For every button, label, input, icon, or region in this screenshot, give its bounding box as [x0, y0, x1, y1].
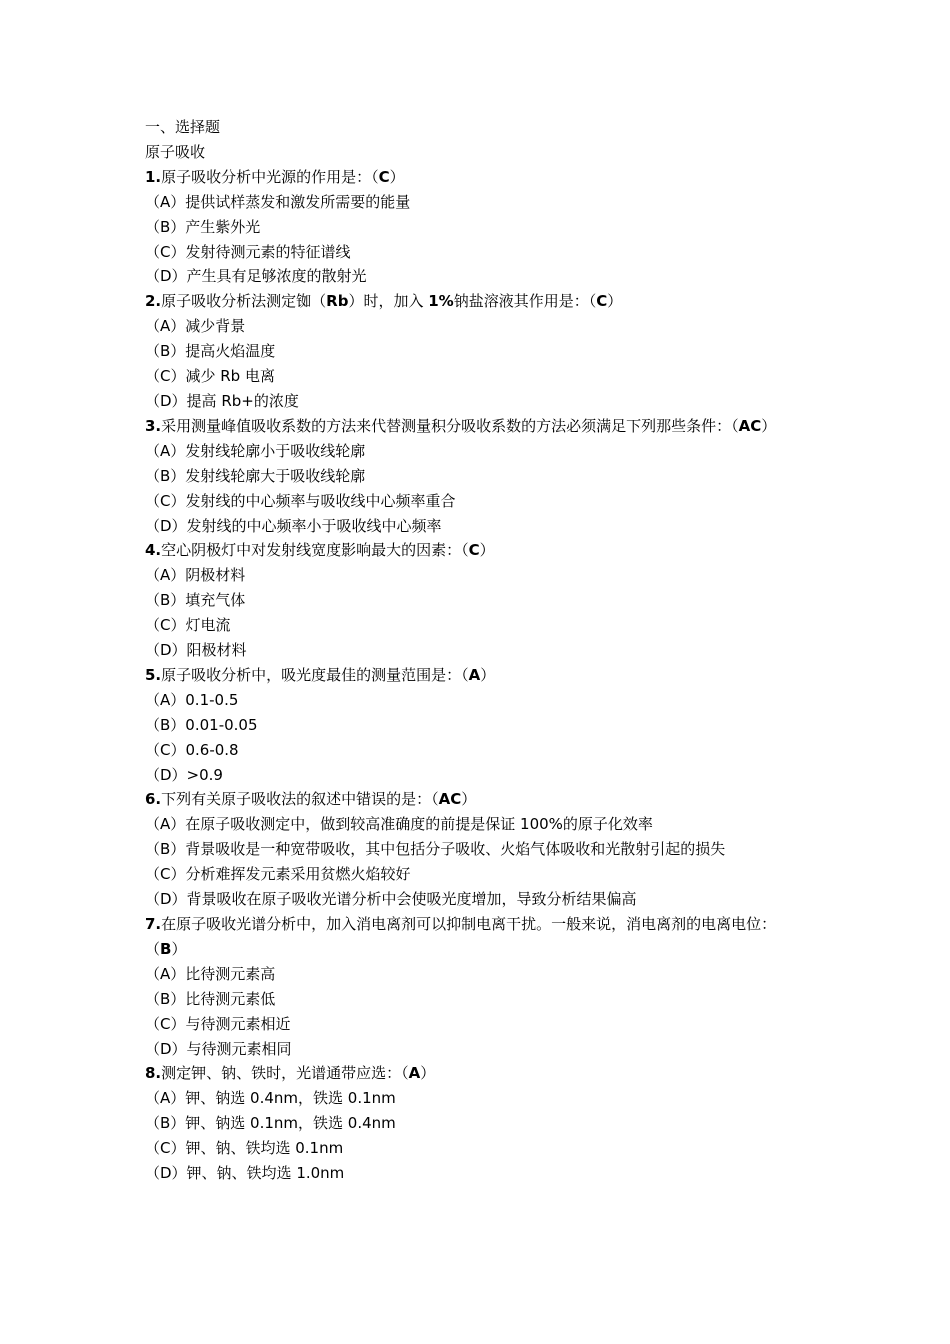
- question-text: 下列有关原子吸收法的叙述中错误的是：（: [161, 790, 439, 809]
- answer-option: （B）产生紫外光: [145, 217, 261, 236]
- question-text: 原子吸收分析法测定铷（: [161, 292, 327, 311]
- answer-option: （D）与待测元素相同: [145, 1039, 292, 1058]
- answer-option: （B）比待测元素低: [145, 989, 276, 1008]
- answer-option: （C）发射线的中心频率与吸收线中心频率重合: [145, 491, 456, 510]
- answer-option: （A）阴极材料: [145, 566, 246, 585]
- question-answer-text: A: [408, 1064, 421, 1083]
- question-text: 钠盐溶液其作用是：（: [453, 292, 597, 311]
- question-stem: [145, 663, 810, 688]
- question-number: 2.: [145, 292, 162, 311]
- question-block: [145, 289, 810, 414]
- question-text: ）: [479, 541, 495, 560]
- question-text: ）: [461, 790, 477, 809]
- section-title: 一、选择题: [145, 118, 221, 136]
- answer-option: （D）钾、钠、铁均选 1.0nm: [145, 1164, 345, 1183]
- question-block: [145, 1061, 810, 1186]
- question-number: 8.: [145, 1064, 162, 1083]
- answer-option: （C）发射待测元素的特征谱线: [145, 242, 351, 261]
- answer-option: （B）0.01-0.05: [145, 715, 258, 734]
- answer-option: （C）分析难挥发元素采用贫燃火焰较好: [145, 865, 411, 884]
- answer-option: （A）发射线轮廓小于吸收线轮廓: [145, 441, 366, 460]
- question-answer-text: C: [468, 541, 480, 560]
- question-answer-text: 1%: [428, 292, 454, 311]
- answer-option: （C）减少 Rb 电离: [145, 367, 275, 386]
- question-stem: [145, 787, 810, 812]
- answer-option: （C）灯电流: [145, 616, 231, 635]
- answer-option: （D）发射线的中心频率小于吸收线中心频率: [145, 516, 442, 535]
- answer-option: （B）提高火焰温度: [145, 342, 276, 361]
- answer-option: （C）与待测元素相近: [145, 1014, 291, 1033]
- subsection-title: 原子吸收: [145, 142, 206, 161]
- question-text: 在原子吸收光谱分析中，加入消电离剂可以抑制电离干扰。一般来说，消电离剂的电离电位：（: [145, 915, 777, 958]
- question-stem: [145, 538, 810, 563]
- question-text: ）时，加入: [348, 292, 429, 311]
- answer-option: （C）0.6-0.8: [145, 740, 239, 759]
- question-block: [145, 538, 810, 663]
- question-number: 6.: [145, 790, 162, 809]
- answer-option: （B）背景吸收是一种宽带吸收，其中包括分子吸收、火焰气体吸收和光散射引起的损失: [145, 840, 726, 859]
- answer-option: （D）背景吸收在原子吸收光谱分析中会使吸光度增加，导致分析结果偏高: [145, 890, 637, 909]
- question-number: 1.: [145, 167, 162, 186]
- question-stem: [145, 1061, 810, 1086]
- question-answer-text: AC: [738, 416, 762, 435]
- question-answer-text: AC: [438, 790, 462, 809]
- question-number: 3.: [145, 416, 162, 435]
- answer-option: （A）提供试样蒸发和激发所需要的能量: [145, 192, 411, 211]
- question-list: [145, 165, 810, 1186]
- answer-option: （A）在原子吸收测定中，做到较高准确度的前提是保证 100%的原子化效率: [145, 815, 653, 834]
- question-text: 原子吸收分析中，吸光度最佳的测量范围是：（: [161, 665, 469, 684]
- question-stem: [145, 165, 810, 190]
- answer-option: （D）产生具有足够浓度的散射光: [145, 267, 367, 286]
- answer-option: （D）阳极材料: [145, 641, 247, 660]
- question-text: 采用测量峰值吸收系数的方法来代替测量积分吸收系数的方法必须满足下列那些条件：（: [161, 416, 739, 435]
- question-block: [145, 414, 810, 539]
- question-answer-text: C: [378, 167, 390, 186]
- question-number: 4.: [145, 541, 162, 560]
- answer-option: （A）减少背景: [145, 317, 246, 336]
- question-answer-text: A: [468, 665, 481, 684]
- document-body: [145, 115, 810, 1186]
- question-stem: [145, 414, 810, 439]
- question-answer-text: Rb: [326, 292, 349, 311]
- question-block: [145, 663, 810, 788]
- answer-option: （B）填充气体: [145, 591, 246, 610]
- question-block: [145, 165, 810, 290]
- question-answer-text: B: [160, 939, 172, 958]
- question-text: ）: [480, 665, 496, 684]
- answer-option: （A）比待测元素高: [145, 964, 276, 983]
- answer-option: （A）0.1-0.5: [145, 690, 239, 709]
- question-text: 空心阴极灯中对发射线宽度影响最大的因素：（: [161, 541, 469, 560]
- answer-option: （B）发射线轮廓大于吸收线轮廓: [145, 466, 366, 485]
- question-number: 7.: [145, 915, 162, 933]
- question-text: 原子吸收分析中光源的作用是：（: [161, 167, 379, 186]
- answer-option: （B）钾、钠选 0.1nm，铁选 0.4nm: [145, 1114, 396, 1133]
- question-number: 5.: [145, 665, 162, 684]
- answer-option: （D）>0.9: [145, 765, 223, 784]
- question-text: ）: [171, 939, 187, 958]
- question-answer-text: C: [596, 292, 608, 311]
- answer-option: （A）钾、钠选 0.4nm，铁选 0.1nm: [145, 1089, 396, 1108]
- question-text: ）: [607, 292, 623, 311]
- question-stem: [145, 912, 810, 962]
- answer-option: （C）钾、钠、铁均选 0.1nm: [145, 1139, 344, 1158]
- answer-option: （D）提高 Rb+的浓度: [145, 391, 299, 410]
- question-stem: [145, 289, 810, 314]
- question-text: ）: [420, 1064, 436, 1083]
- question-block: [145, 912, 810, 1061]
- question-text: ）: [389, 167, 405, 186]
- question-text: 测定钾、钠、铁时，光谱通带应选：（: [161, 1064, 409, 1083]
- question-text: ）: [761, 416, 777, 435]
- question-block: [145, 787, 810, 912]
